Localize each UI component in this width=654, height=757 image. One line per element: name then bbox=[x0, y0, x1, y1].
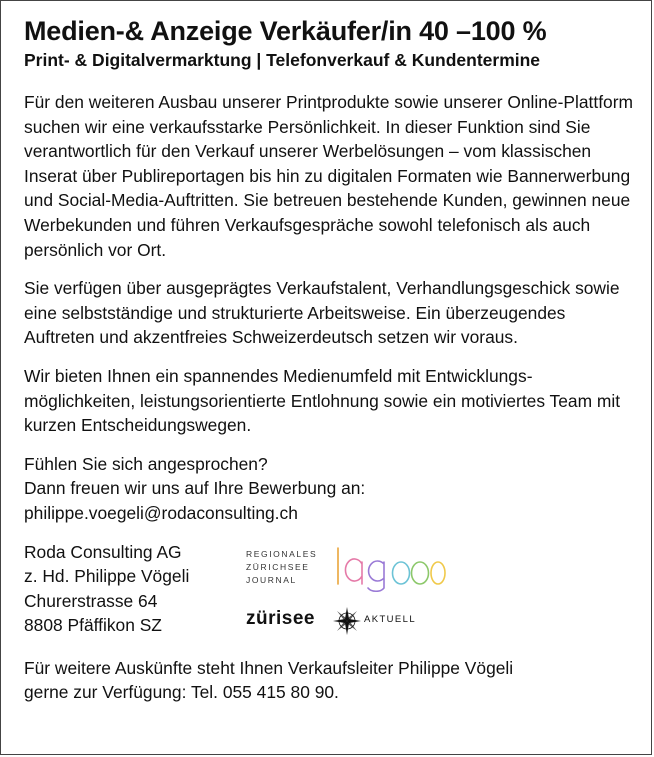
address-line-1: Roda Consulting AG bbox=[24, 541, 182, 562]
job-subtitle: Print- & Digitalvermarktung | Telefonverkauf & Kundentermine bbox=[24, 50, 541, 70]
footer-line-1: Für weitere Auskünfte steht Ihnen Verkaufsleiter Philippe Vögeli bbox=[24, 657, 514, 678]
address-line-2: z. Hd. Philippe Vögeli bbox=[24, 566, 190, 587]
offer-paragraph: Wir bieten Ihnen ein spannendes Medienumfeld mit Entwicklungsmöglichkeiten, leistungsorientierte Entlohnung sowie ein motiviertes Team mit kurzen Entscheidungswegen. bbox=[24, 365, 621, 436]
lagooo-letter-a bbox=[345, 559, 362, 584]
contact-block bbox=[24, 452, 636, 526]
aktuell-wordmark: AKTUELL bbox=[364, 613, 417, 625]
regionales-zuerichsee-journal-logo bbox=[246, 546, 466, 600]
lagooo-logo bbox=[334, 544, 446, 594]
rzj-line-1: REGIONALES bbox=[246, 548, 318, 559]
compass-icon bbox=[332, 606, 362, 636]
lagooo-letter-g bbox=[368, 561, 384, 591]
job-title: Medien-& Anzeige Verkäufer/in 40 –100 % bbox=[24, 16, 547, 46]
address-line-4: 8808 Pfäffikon SZ bbox=[24, 615, 162, 636]
requirements-paragraph: Sie verfügen über ausgeprägtes Verkaufstalent, Verhandlungsgeschick sowie eine selbstständige und strukturierte Arbeitsweise. Ein überzeugendes Auftreten und akzentfreies Schweizerdeutsch setzen wir voraus. bbox=[24, 278, 620, 348]
lagooo-letter-o2 bbox=[412, 562, 429, 584]
rzj-line-2: ZÜRICHSEE bbox=[246, 561, 310, 572]
footer-line-2: gerne zur Verfügung: Tel. 055 415 80 90. bbox=[24, 682, 339, 703]
address-line-3: Churerstrasse 64 bbox=[24, 590, 158, 611]
rzj-line-3: JOURNAL bbox=[246, 574, 297, 585]
rzj-wordmark bbox=[246, 548, 317, 587]
lagooo-letter-o1 bbox=[393, 562, 410, 584]
zuerisee-aktuell-logo bbox=[246, 606, 466, 638]
company-address bbox=[24, 540, 189, 638]
job-ad bbox=[24, 14, 636, 705]
footer-contact bbox=[24, 656, 636, 705]
contact-line-1: Fühlen Sie sich angesprochen? bbox=[24, 453, 268, 474]
description-paragraph: Für den weiteren Ausbau unserer Printprodukte sowie unserer Online-Plattform suchen wir eine verkaufsstarke Persönlichkeit. In dieser Funktion sind Sie verantwortlich für den Verkauf unserer Werbelösungen – vom klassischen Inserat über Publireportagen bis hin zu digitalen Formaten wie Bannerwerbung und Social-Media-Auftritten. Sie betreuen bestehende Kunden, gewinnen neue Werbekunden und führen Verkaufsgespräche sowohl telefonisch als auch persönlich vor Ort. bbox=[24, 92, 633, 260]
lagooo-letter-o3 bbox=[431, 562, 445, 584]
contact-line-2: Dann freuen wir uns auf Ihre Bewerbung an: bbox=[24, 478, 366, 499]
address-and-logos bbox=[24, 540, 636, 656]
zuerisee-wordmark: zürisee bbox=[246, 607, 315, 629]
email-link[interactable]: philippe.voegeli@rodaconsulting.ch bbox=[24, 502, 298, 523]
